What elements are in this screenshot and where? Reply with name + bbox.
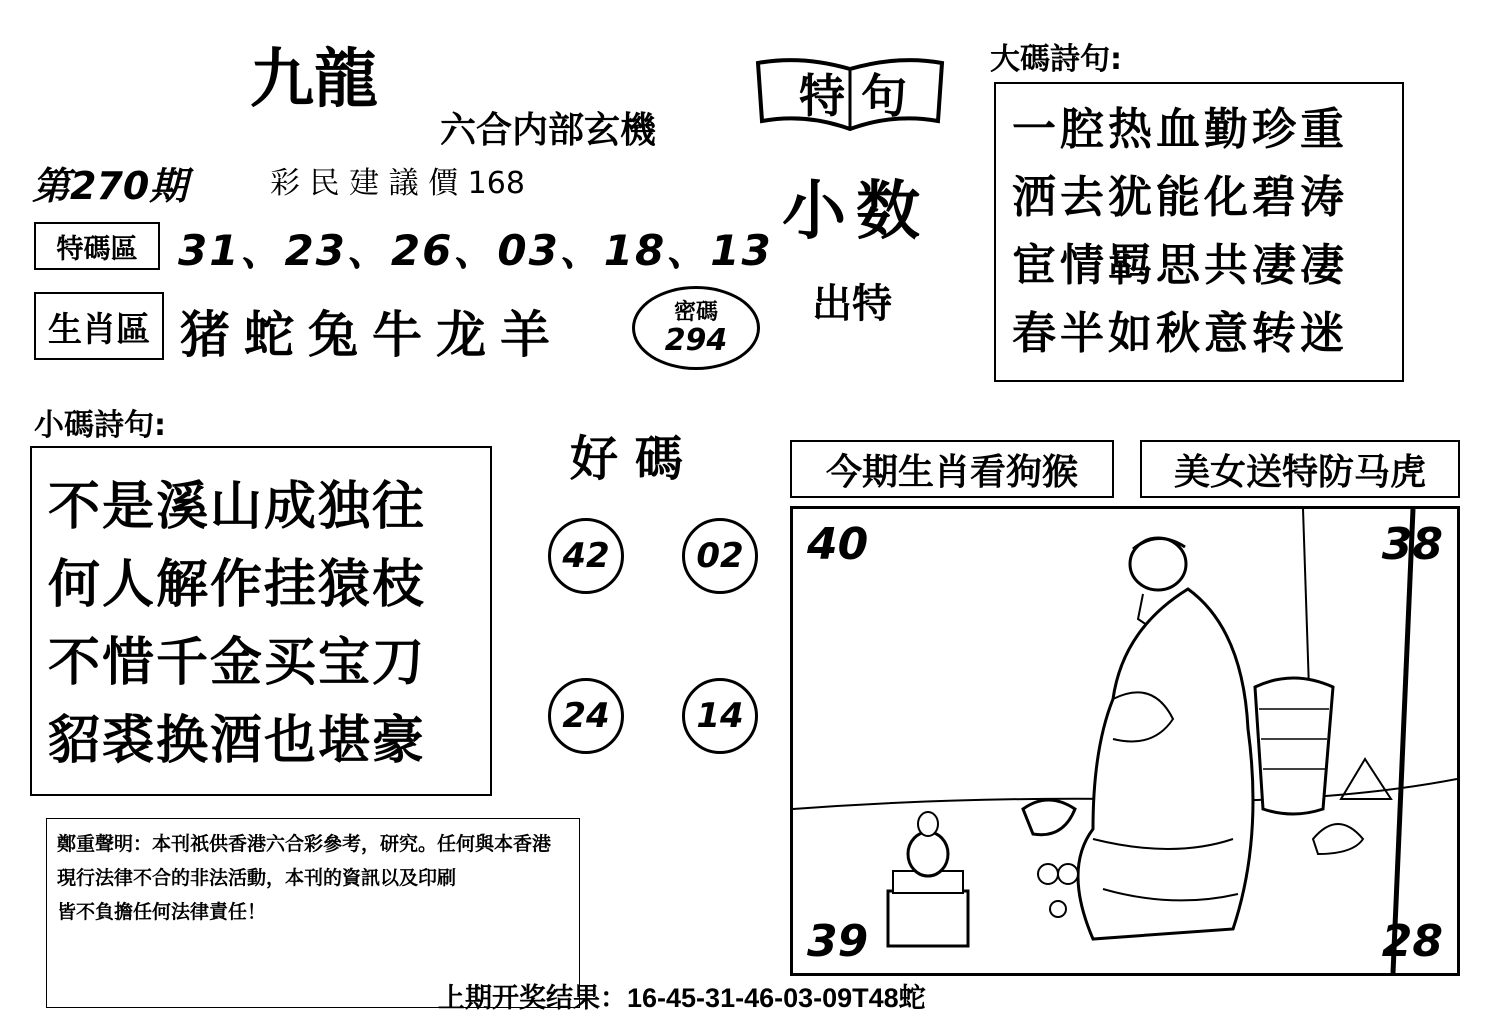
zodiac-label-box (34, 292, 164, 360)
special-numbers: 31、23、26、03、18、13 (178, 226, 773, 275)
small-poem-line: 不是溪山成独往 (48, 477, 427, 537)
special-label: 特碼區 (56, 233, 138, 265)
price-text: 彩 民 建 議 價 168 (270, 166, 525, 201)
zodiac-hint-left-text: 今期生肖看狗猴 (825, 451, 1078, 493)
small-poem-line: 不惜千金买宝刀 (48, 633, 427, 693)
last-result: 上期开奖结果：16-45-31-46-03-09T48蛇 (438, 983, 926, 1013)
small-poem-line: 何人解作挂猿枝 (48, 555, 427, 615)
disclaimer-line: 現行法律不合的非法活動，本刊的資訊以及印刷 (57, 867, 457, 889)
illustration-box (790, 506, 1460, 976)
big-poem-line: 一腔热血勤珍重 (1012, 104, 1348, 155)
corner-number-top-left: 40 (807, 519, 869, 570)
big-poem-box (994, 82, 1404, 382)
big-poem-line: 宦情羁思共凄凄 (1012, 240, 1348, 291)
small-poem-box (30, 446, 492, 796)
zodiac-hint-right-text: 美女送特防马虎 (1173, 451, 1426, 493)
page-title: 九龍 (250, 42, 378, 117)
disclaimer-line: 皆不負擔任何法律責任！ (57, 901, 267, 923)
book-text: 特 句 (798, 69, 907, 123)
out-special-label: 出特 (812, 281, 892, 327)
small-number-label: 小数 (782, 175, 930, 249)
good-number-badge: 24 (548, 678, 624, 754)
zodiac-hint-right (1140, 440, 1460, 498)
disclaimer-line: 鄭重聲明：本刊祇供香港六合彩參考，研究。任何與本香港 (57, 833, 552, 855)
sage-illustration (793, 509, 1457, 973)
zodiac-label: 生肖區 (48, 309, 150, 350)
big-poem-heading: 大碼詩句: (990, 42, 1122, 77)
zodiac-animals: 猪蛇兔牛龙羊 (180, 306, 564, 364)
issue-number: 第270期 (32, 164, 188, 208)
subtitle: 六合内部玄機 (440, 110, 657, 151)
big-poem-line: 春半如秋意转迷 (1012, 308, 1348, 359)
secret-code-bubble (632, 286, 760, 370)
corner-number-top-right: 38 (1381, 519, 1443, 570)
good-numbers-heading: 好 碼 (570, 431, 683, 487)
small-poem-heading: 小碼詩句: (34, 408, 166, 443)
good-number-badge: 02 (682, 518, 758, 594)
corner-number-bottom-right: 28 (1381, 916, 1443, 967)
secret-code-label: 密碼 (673, 300, 718, 325)
small-poem-line: 貂裘换酒也堪豪 (48, 711, 427, 771)
special-label-box (34, 222, 160, 270)
big-poem-line: 洒去犹能化碧涛 (1012, 172, 1348, 223)
good-number-badge: 42 (548, 518, 624, 594)
good-number-badge: 14 (682, 678, 758, 754)
corner-number-bottom-left: 39 (807, 916, 869, 967)
secret-code-value: 294 (664, 323, 728, 358)
zodiac-hint-left (790, 440, 1114, 498)
